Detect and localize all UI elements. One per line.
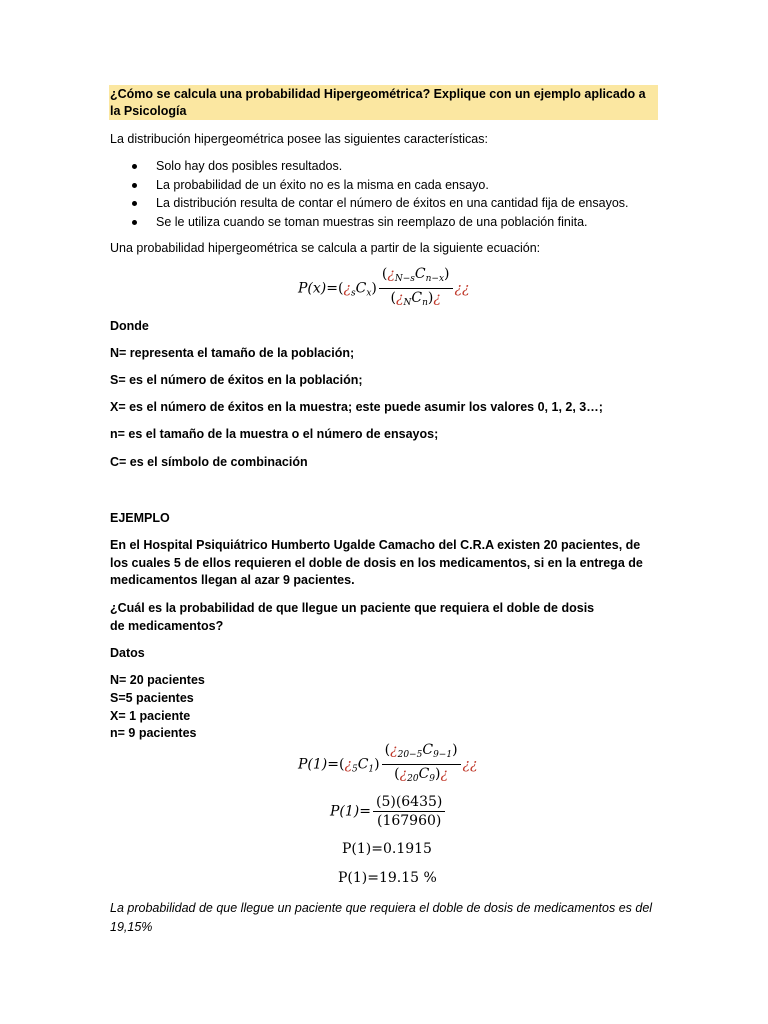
example-text: En el Hospital Psiquiátrico Humberto Ugalde Camacho del C.R.A existen 20 pacientes, de los cuales 5 de ellos requieren el doble de dosis en los medicamentos, si en la entrega de medicamentos llegan al azar 9 pacientes. — [110, 538, 643, 587]
definition-sample: n= es el tamaño de la muestra o el número de ensayos; — [110, 427, 439, 441]
applied-lhs: P(1)= — [298, 756, 339, 773]
step-numerator: (5)(6435) — [373, 794, 445, 812]
definition-x: X= es el número de éxitos en la muestra; este puede asumir los valores 0, 1, 2, 3…; — [110, 400, 603, 414]
general-formula: $P(x)=(¿_sC_x)$ $\frac{(¿_{N-s}C_{n-x})}{(¿_NC_n)¿}$ ¿¿ — [298, 266, 470, 311]
donde-heading: Donde — [110, 319, 149, 333]
title-highlight — [109, 85, 658, 120]
step-fraction: P(1)= $\frac{(5)(6435)}{(167960)}$ — [330, 794, 447, 829]
dato-n-sample: n= 9 pacientes — [110, 726, 197, 740]
intro-text: La distribución hipergeométrica posee las siguientes características: — [110, 132, 488, 146]
definition-s: S= es el número de éxitos en la población; — [110, 373, 363, 387]
list-item: La distribución resulta de contar el número de éxitos en una cantidad fija de ensayos. — [110, 194, 710, 213]
list-item: Solo hay dos posibles resultados. — [110, 157, 710, 176]
list-item: Se le utiliza cuando se toman muestras sin reemplazo de una población finita. — [110, 213, 710, 232]
dato-s: S=5 pacientes — [110, 691, 194, 705]
equation-intro: Una probabilidad hipergeométrica se calcula a partir de la siguiente ecuación: — [110, 241, 541, 255]
formula-fraction: $\frac{(¿_{N-s}C_{n-x})}{(¿_NC_n)¿}$ — [379, 266, 453, 311]
list-item: La probabilidad de un éxito no es la misma en cada ensayo. — [110, 176, 710, 195]
formula-lhs: P(x)= — [298, 280, 338, 297]
definition-n: N= representa el tamaño de la población; — [110, 346, 355, 360]
applied-fraction: $\frac{(¿_{20-5}C_{9-1})}{(¿_{20}C_9)¿}$ — [382, 742, 461, 787]
applied-formula: $P(1)=(¿_5C_1)$ $\frac{(¿_{20-5}C_{9-1})}{(¿_{20}C_9)¿}$ ¿¿ — [298, 742, 478, 787]
step-decimal: P(1)=0.1915 — [342, 841, 432, 857]
example-question: ¿Cuál es la probabilidad de que llegue un paciente que requiera el doble de dosis de medicamentos? — [110, 601, 595, 633]
dato-x: X= 1 paciente — [110, 709, 191, 723]
datos-heading: Datos — [110, 646, 145, 660]
page-title: ¿Cómo se calcula una probabilidad Hipergeométrica? Explique con un ejemplo aplicado a la Psicología — [110, 87, 646, 118]
conclusion-text: La probabilidad de que llegue un paciente que requiera el doble de dosis de medicamentos es del 19,15% — [110, 901, 653, 934]
example-heading: EJEMPLO — [110, 511, 170, 525]
dato-n-total: N= 20 pacientes — [110, 673, 205, 687]
characteristics-list — [110, 157, 710, 231]
step-percent: P(1)=19.15 % — [338, 870, 437, 886]
step-denominator: (167960) — [376, 813, 442, 829]
definition-c: C= es el símbolo de combinación — [110, 455, 308, 469]
